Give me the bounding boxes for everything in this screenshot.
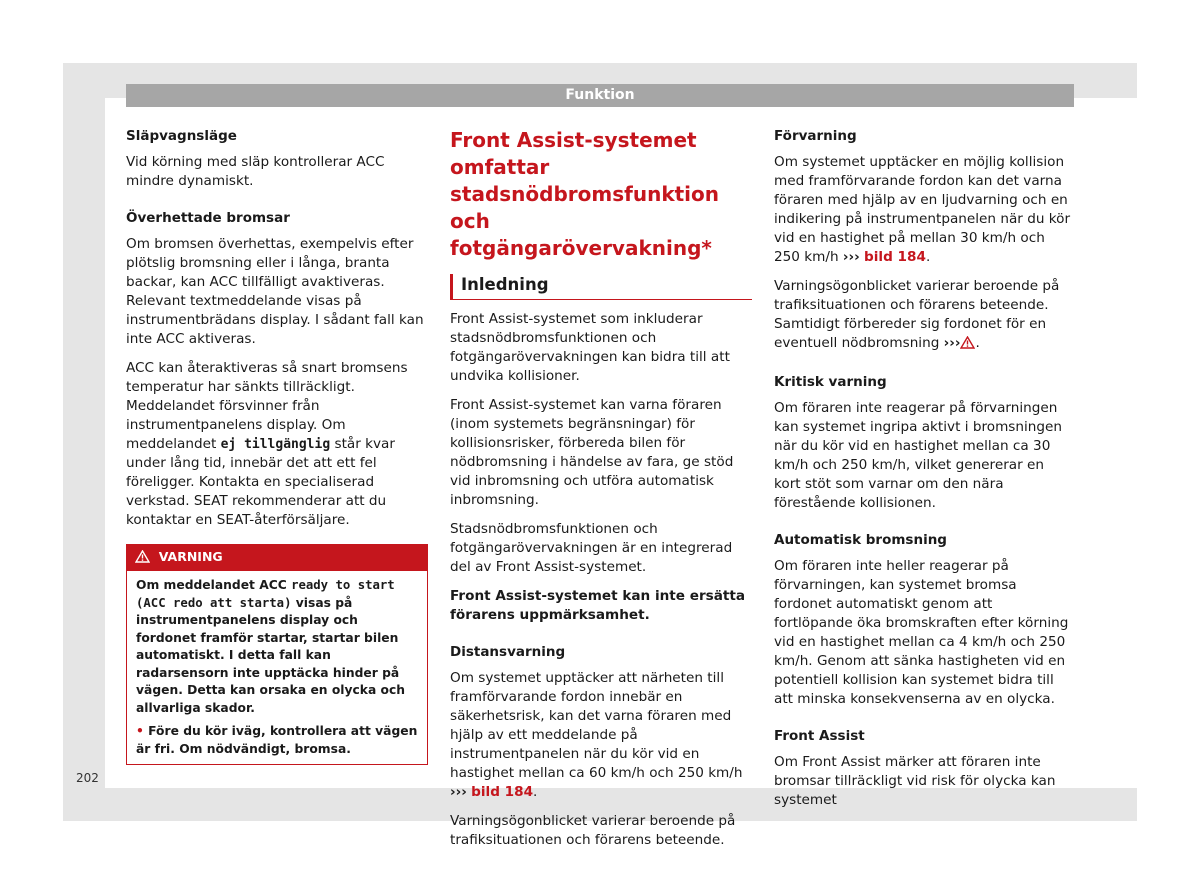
paragraph: Om systemet upptäcker en möjlig kollision med framförvarande fordon kan det varna föraren med hjälp av en ljudvarning och en indikering på instrumentpanelen när du kör vid en hastighet på mellan 30 km/h och 250 km/h ››› bild 184. — [774, 154, 1071, 265]
column-left — [126, 127, 428, 765]
page-number: 202 — [76, 771, 99, 785]
heading-kritisk-varning: Kritisk varning — [774, 374, 887, 390]
paragraph: ACC kan återaktiveras så snart bromsens temperatur har sänkts tillräckligt. Meddelandet försvinner från instrumentpanelens display. Om meddelandet ej tillgänglig står kvar under lång tid, innebär det att ett fel föreligger. Kontakta en specialiserad verkstad. SEAT rekommenderar att du kontaktar en SEAT-återförsäljare. — [126, 360, 408, 528]
warning-text: Om meddelandet ACC ready to start (ACC redo att starta) visas på instrumentpanelens display och fordonet framför startar, startar bilen automatiskt. I detta fall kan radarsensorn inte upptäcka hinder på vägen. Detta kan orsaka en olycka och allvarliga skador. — [136, 578, 406, 715]
column-right — [774, 127, 1074, 820]
heading-automatisk-bromsning: Automatisk bromsning — [774, 532, 947, 548]
chevron-icon: ››› — [450, 784, 467, 800]
paragraph-bold: Front Assist-systemet kan inte ersätta förarens uppmärksamhet. — [450, 588, 746, 623]
paragraph: Om föraren inte reagerar på förvarningen kan systemet ingripa aktivt i bromsningen när du kör vid en hastighet mellan ca 30 km/h och 250 km/h, vilket genererar en kort stöt som varnar om den nära förestående kollisionen. — [774, 400, 1063, 511]
paragraph: Om Front Assist märker att föraren inte bromsar tillräckligt vid risk för olycka kan systemet — [774, 754, 1056, 808]
chevron-icon: ››› — [943, 335, 961, 351]
paragraph: Om bromsen överhettas, exempelvis efter plötslig bromsning eller i långa, branta backar, kan ACC tillfälligt avaktiveras. Relevant textmeddelande visas på instrumentbrädans display. I sådant fall kan inte ACC aktiveras. — [126, 236, 424, 347]
warning-box — [126, 544, 428, 765]
paragraph: Varningsögonblicket varierar beroende på trafiksituationen och förarens beteende. Samtidigt förbereder sig fordonet för en eventuell nödbromsning ››› . — [774, 277, 1074, 355]
paragraph: Front Assist-systemet kan varna föraren (inom systemets begränsningar) för kollisionsrisker, förbereda bilen för nödbromsning i händelse av fara, ge stöd vid inbromsning och utföra automatisk inbromsning. — [450, 397, 734, 508]
warning-icon — [135, 550, 150, 568]
warning-label: VARNING — [158, 549, 223, 564]
paragraph: Stadsnödbromsfunktionen och fotgängarövervakningen är en integrerad del av Front Assist-systemet. — [450, 521, 733, 575]
subsection-title: Inledning — [450, 274, 752, 300]
warning-triangle-icon[interactable] — [960, 336, 975, 355]
section-header: Funktion — [126, 84, 1074, 107]
heading-front-assist: Front Assist — [774, 728, 865, 744]
warning-bullet: • Före du kör iväg, kontrollera att vägen är fri. Om nödvändigt, bromsa. — [136, 724, 418, 756]
chevron-icon: ››› — [842, 249, 860, 265]
heading-overhettade-bromsar: Överhettade bromsar — [126, 210, 290, 226]
column-middle — [450, 127, 752, 860]
paragraph: Varningsögonblicket varierar beroende på trafiksituationen och förarens beteende. — [450, 813, 736, 848]
bullet-mark: • — [136, 724, 144, 738]
warning-body — [127, 571, 427, 764]
heading-forvarning: Förvarning — [774, 128, 857, 144]
heading-distansvarning: Distansvarning — [450, 644, 566, 660]
paragraph: Om systemet upptäcker att närheten till framförvarande fordon innebär en säkerhetsrisk, kan det varna föraren med hjälp av ett meddelande på instrumentpanelen när du kör vid en hastighet mellan ca 60 km/h och 250 km/h ››› bild 184. — [450, 670, 743, 800]
figure-link[interactable]: bild 184 — [471, 784, 534, 800]
section-title: Front Assist-systemet omfattar stadsnödbromsfunktion och fotgängarövervakning* — [450, 128, 720, 260]
heading-slapvagnslage: Släpvagnsläge — [126, 128, 237, 144]
paragraph: Front Assist-systemet som inkluderar stadsnödbromsfunktionen och fotgängarövervakningen kan bidra till att undvika kollisioner. — [450, 311, 730, 384]
paragraph: Vid körning med släp kontrollerar ACC mindre dynamiskt. — [126, 154, 385, 189]
paragraph: Om föraren inte heller reagerar på förvarningen, kan systemet bromsa fordonet automatiskt genom att fortlöpande öka bromskraften efter körning vid en hastighet mellan ca 4 km/h och 250 km/h. Genom att sänka hastigheten vid en potentiell kollision kan systemet bidra till att minska konsekvenserna av en olycka. — [774, 558, 1069, 707]
warning-header — [127, 545, 427, 571]
figure-link[interactable]: bild 184 — [864, 249, 926, 265]
message-code: ej tillgänglig — [220, 437, 331, 452]
